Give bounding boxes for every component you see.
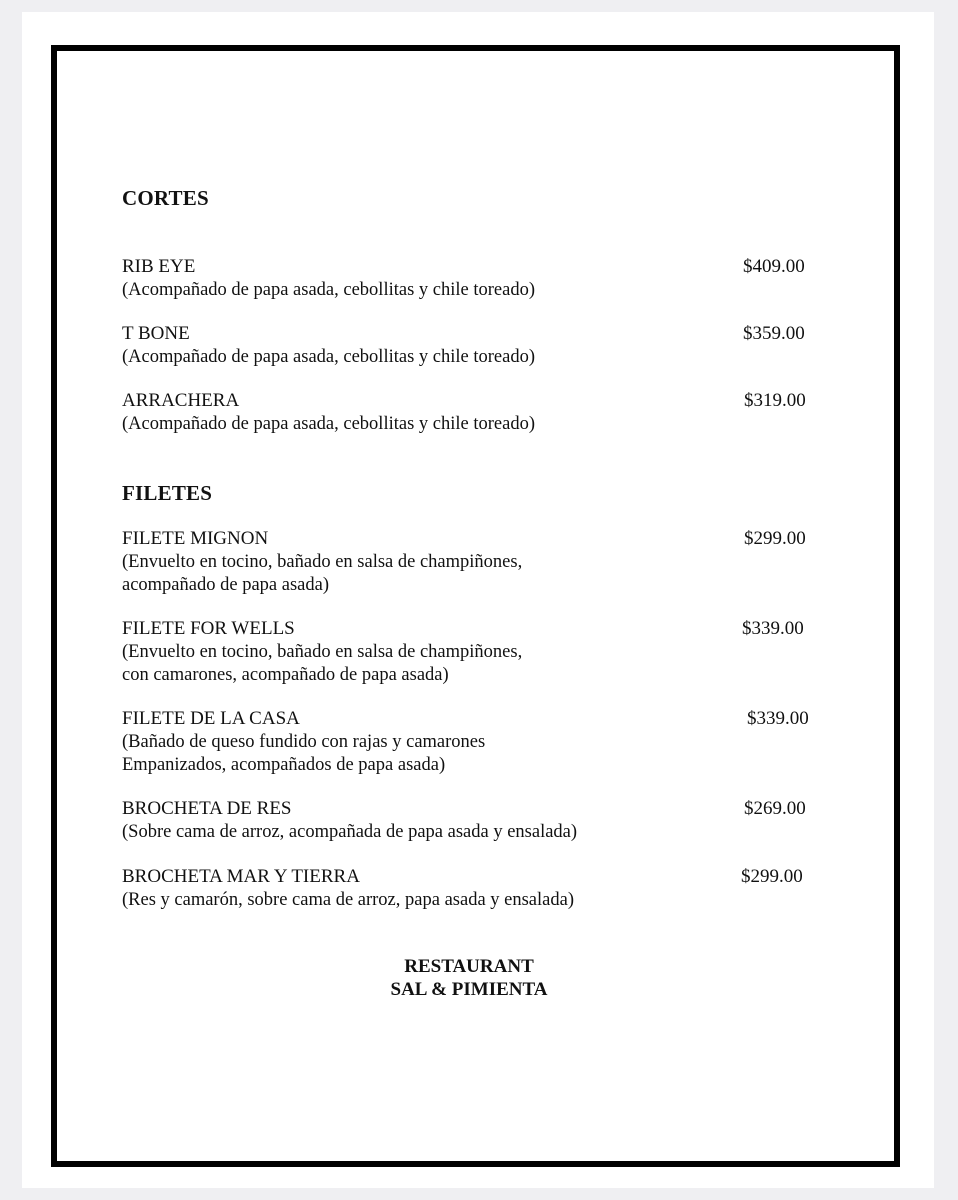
item-price: $339.00: [742, 618, 804, 639]
section-title-filetes: FILETES: [122, 481, 213, 505]
item-name: RIB EYE: [122, 256, 196, 277]
item-name: FILETE DE LA CASA: [122, 708, 300, 729]
item-description: (Res y camarón, sobre cama de arroz, papa asada y ensalada): [122, 890, 574, 910]
item-description: (Acompañado de papa asada, cebollitas y chile toreado): [122, 280, 535, 300]
item-description: (Acompañado de papa asada, cebollitas y chile toreado): [122, 347, 535, 367]
footer-line-2: SAL & PIMIENTA: [390, 979, 548, 1000]
item-price: $339.00: [747, 708, 809, 729]
item-price: $269.00: [744, 798, 806, 819]
item-name: BROCHETA MAR Y TIERRA: [122, 866, 360, 887]
footer-line-1: RESTAURANT: [404, 956, 534, 977]
item-price: $299.00: [744, 528, 806, 549]
item-name: FILETE MIGNON: [122, 528, 269, 549]
item-price: $409.00: [743, 256, 805, 277]
item-name: T BONE: [122, 323, 190, 344]
item-description: acompañado de papa asada): [122, 575, 329, 595]
item-description: (Sobre cama de arroz, acompañada de papa asada y ensalada): [122, 822, 578, 842]
item-price: $299.00: [741, 866, 803, 887]
item-description: (Envuelto en tocino, bañado en salsa de champiñones,: [122, 552, 523, 572]
item-name: FILETE FOR WELLS: [122, 618, 295, 639]
restaurant-name-footer: [0, 955, 948, 1001]
item-description: Empanizados, acompañados de papa asada): [122, 755, 446, 775]
item-description: con camarones, acompañado de papa asada): [122, 665, 449, 685]
item-price: $359.00: [743, 323, 805, 344]
section-title-cortes: CORTES: [122, 186, 209, 210]
item-description: (Bañado de queso fundido con rajas y camarones: [122, 732, 486, 752]
item-description: (Envuelto en tocino, bañado en salsa de champiñones,: [122, 642, 523, 662]
item-name: BROCHETA DE RES: [122, 798, 292, 819]
item-price: $319.00: [744, 390, 806, 411]
item-name: ARRACHERA: [122, 390, 240, 411]
item-description: (Acompañado de papa asada, cebollitas y chile toreado): [122, 414, 535, 434]
